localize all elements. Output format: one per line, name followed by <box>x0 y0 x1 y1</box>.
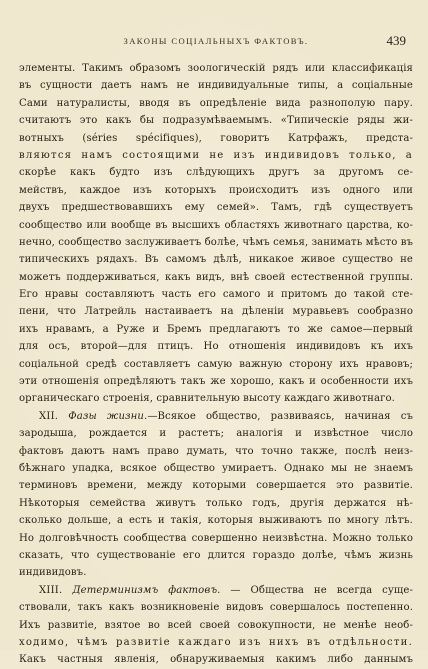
running-title: ЗАКОНЫ СОЦІАЛЬНЫХЪ ФАКТОВЪ. <box>123 36 309 46</box>
text-line: ствовали, такъ какъ возникновеніе видовъ совершалось постепенно. <box>19 602 413 614</box>
text-line: терминовъ времени, между которыми совершается это развитіе. <box>19 480 413 492</box>
text-line: мействъ, каждое изъ которыхъ происходитъ изъ одного или <box>19 184 413 196</box>
section-title: Фазы жизни. <box>68 410 148 422</box>
text-line: Какъ частныя явленія, обнаруживаемыя какимъ либо даннымъ <box>19 654 413 666</box>
text-line: считаютъ это какъ бы подразумѣваемымъ. «Типическіе ряды жи- <box>19 115 413 127</box>
text-line: эти отношенія опредѣляютъ такъ же хорошо, какъ и особенности ихъ <box>19 376 413 388</box>
running-head <box>20 33 412 50</box>
text-line: пени, что Латрейль настаиваетъ на дѣленіи муравьевъ сообразно <box>19 306 413 318</box>
text-line: Его нравы составляютъ часть его самого и притомъ до такой сте- <box>19 289 413 301</box>
text-line: зародыша, рождается и растетъ; аналогія и извѣстное число <box>19 428 413 440</box>
text-line: элементы. Такимъ образомъ зоологическій рядъ или классификація <box>19 63 413 74</box>
text-line: Но долговѣчность сообщества совершенно неизвѣстна. Можно только <box>19 532 413 544</box>
section-number: XII. <box>39 410 59 422</box>
section-number: XIII. <box>39 584 63 596</box>
text-line: скорѣе какъ будто изъ слѣдующихъ другъ за другомъ се- <box>19 167 413 179</box>
text-line: типическихъ рядахъ. Въ самомъ дѣлѣ, никакое живое существо не <box>19 254 413 266</box>
text-span: — Общества не всегда суще- <box>220 584 413 596</box>
text-line: органическаго строенія, сравнительную высоту каждаго животнаго. <box>19 393 395 405</box>
text-line: Сами натуралисты, вводя въ опредѣленіе вида разнополую пару. <box>19 97 413 109</box>
text-line: сообщество или вообще въ высшихъ областяхъ животнаго царства, ко- <box>19 219 413 231</box>
text-line: бѣжнаго упадка, всякое общество умираетъ. Однако мы не знаемъ <box>19 462 413 474</box>
section-heading-line <box>19 582 413 599</box>
text-line: индивидовъ. <box>19 567 87 579</box>
body-text <box>19 60 413 669</box>
text-line: сколько дольше, а есть и такія, которыя выживаютъ по многу лѣтъ. <box>19 515 413 527</box>
text-line: ихъ нравамъ, а Руже и Бремъ предлагаютъ то же самое—первый <box>19 323 413 335</box>
text-line: Ихъ развитіе, взятое во всей своей совокупности, не менѣе необ- <box>19 619 413 631</box>
text-line: сказать, что существованіе его длится гораздо долѣе, чѣмъ жизнь <box>19 549 413 561</box>
text-span: —Всякое общество, развиваясь, начиная съ <box>147 410 413 422</box>
text-line: вотныхъ (séries spécifiques), говоритъ Катрфажъ, предста- <box>19 132 413 144</box>
page-number: 439 <box>386 33 406 48</box>
text-line: нечно, сообщество заслуживаетъ болѣе, чѣмъ семья, занимать мѣсто въ <box>19 236 413 248</box>
text-line: вляются намъ состоящими не изъ индивидовъ только, а <box>19 149 413 161</box>
text-line: двухъ предшествовавшихъ ему семей». Тамъ, гдѣ существуетъ <box>19 202 413 214</box>
section-title: Детерминизмъ фактовъ. <box>72 584 221 596</box>
text-line: Нѣкоторыя семейства живутъ только годъ, другія держатся нѣ- <box>19 497 413 509</box>
text-line: фактовъ даютъ намъ право думать, что точно также, послѣ неиз- <box>19 445 413 457</box>
section-heading-line <box>19 408 413 425</box>
text-line: соціальной средѣ составляетъ самую важную сторону ихъ нравовъ; <box>19 358 413 370</box>
text-line: въ сущности даетъ намъ не индивидуальные типы, а соціальные <box>19 80 413 92</box>
text-line: ходимо, чѣмъ развитіе каждаго изъ нихъ въ отдѣльности. <box>19 636 413 648</box>
text-line: для осъ, второй—для птицъ. Но отношенія индивидовъ къ ихъ <box>19 341 413 353</box>
text-line: можетъ поддерживаться, какъ видъ, внѣ своей естественной группы. <box>19 271 413 283</box>
